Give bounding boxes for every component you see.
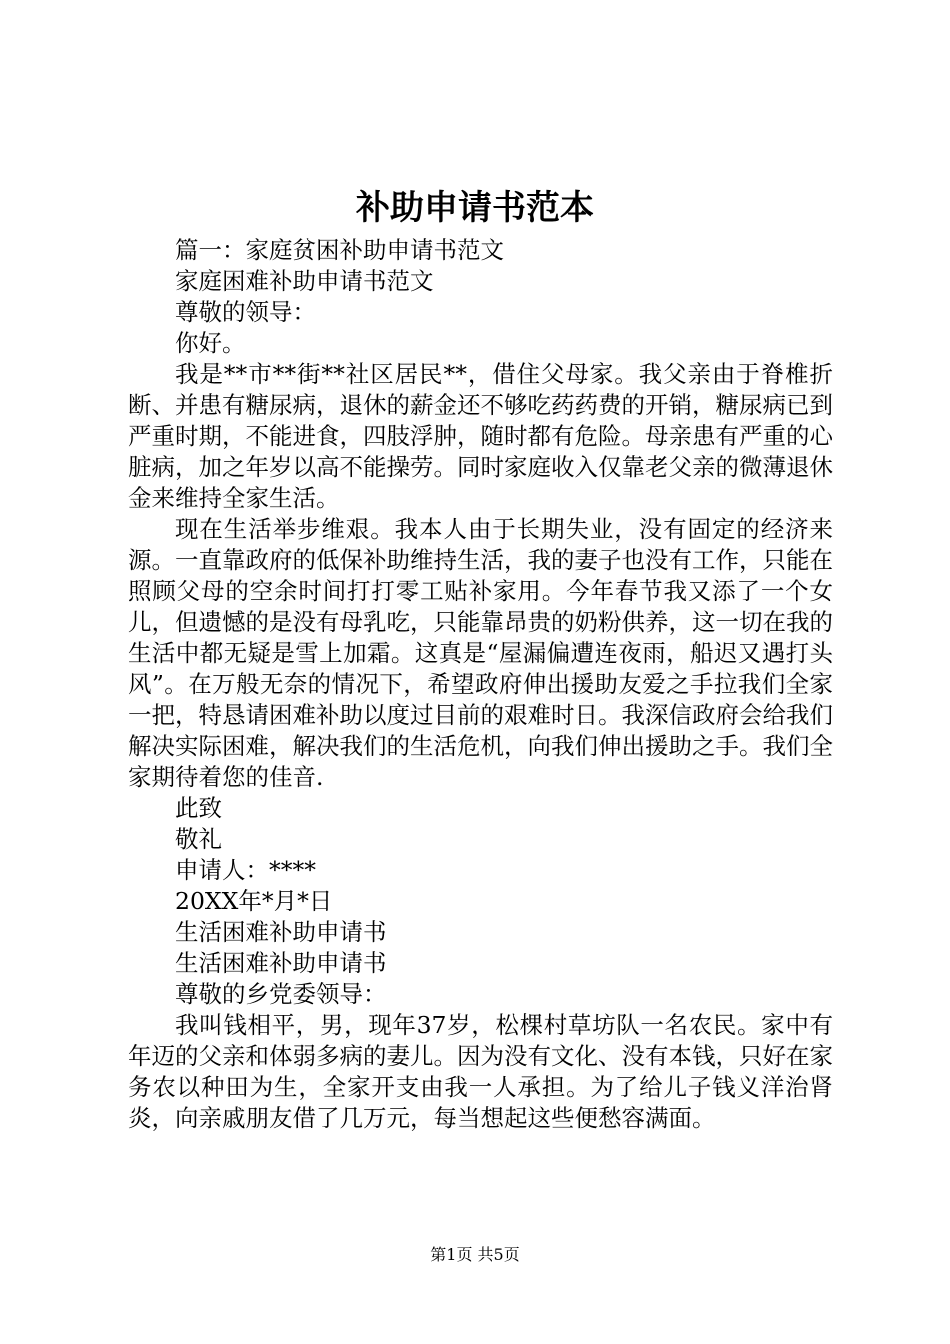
salutation: 尊敬的领导：	[175, 298, 316, 326]
letter-title: 生活困难补助申请书	[175, 949, 387, 977]
section-heading: 篇一：家庭贫困补助申请书范文	[175, 236, 504, 264]
letter-title: 生活困难补助申请书	[175, 918, 387, 946]
closing-salute: 敬礼	[175, 825, 222, 853]
applicant-line: 申请人：****	[175, 856, 316, 884]
salutation: 尊敬的乡党委领导：	[175, 980, 387, 1008]
greeting: 你好。	[175, 329, 246, 357]
document-title: 补助申请书范本	[356, 188, 594, 228]
closing: 此致	[175, 794, 222, 822]
page-footer: 第1页 共5页	[430, 1245, 520, 1264]
date-line: 20XX年*月*日	[175, 887, 333, 915]
letter-title: 家庭困难补助申请书范文	[175, 267, 434, 295]
body-paragraph: 我叫钱相平，男，现年37岁，松棵村草坊队一名农民。家中有年迈的父亲和体弱多病的妻儿。因为没有文化、没有本钱，只好在家务农以种田为生，全家开支由我一人承担。为了给儿子钱义洋治肾炎，向亲戚朋友借了几万元，每当想起这些便愁容满面。	[128, 1011, 833, 1132]
body-paragraph: 我是**市**街**社区居民**，借住父母家。我父亲由于脊椎折断、并患有糖尿病，退休的薪金还不够吃药药费的开销，糖尿病已到严重时期，不能进食，四肢浮肿，随时都有危险。母亲患有严重的心脏病，加之年岁以高不能操劳。同时家庭收入仅靠老父亲的微薄退休金来维持全家生活。	[128, 360, 833, 512]
body-paragraph: 现在生活举步维艰。我本人由于长期失业，没有固定的经济来源。一直靠政府的低保补助维持生活，我的妻子也没有工作，只能在照顾父母的空余时间打打零工贴补家用。今年春节我又添了一个女儿，但遗憾的是没有母乳吃，只能靠昂贵的奶粉供养，这一切在我的生活中都无疑是雪上加霜。这真是“屋漏偏遭连夜雨，船迟又遇打头风”。在万般无奈的情况下，希望政府伸出援助友爱之手拉我们全家一把，特恳请困难补助以度过目前的艰难时日。我深信政府会给我们解决实际困难，解决我们的生活危机，向我们伸出援助之手。我们全家期待着您的佳音.	[128, 515, 833, 791]
document-body	[128, 235, 833, 1134]
